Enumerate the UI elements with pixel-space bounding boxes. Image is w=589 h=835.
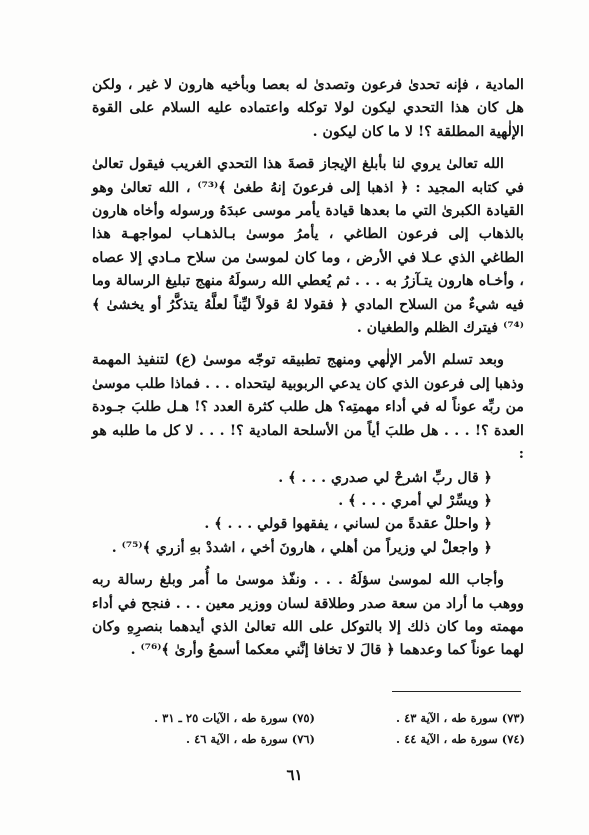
footnote-75: (٧٥) سورة طه ، الآيات ٢٥ ـ ٣١ . — [154, 711, 315, 725]
footnote-separator — [392, 691, 521, 692]
paragraph-gap — [92, 340, 524, 349]
paragraph-3: وبعد تسلم الأمر الإلٰهي ومنهج تطبيقه توجّه موسىٰ (ع) لتنفيذ المهمة وذهبا إلى فرعون الذي كان يدعي الربوبية ليتحداه . . . فماذا طلب موسىٰ من ربِّه عوناً له في أداء مهمتِه؟ هل طلب كثرة العدد ؟! هـل طلبَ جـودة العدة ؟! . . . هل طلبَ أياً من الأسلحة المادية ؟! . . . لا كل ما طلبه هو : — [92, 352, 524, 463]
verse-line-3: ﴿ واحللْ عقدةً من لساني ، يفقهوا قولي . . . ﴾ . — [204, 516, 492, 533]
main-text — [92, 74, 524, 663]
paragraph-1: المادية ، فإنه تحدىٰ فرعون وتصدىٰ له بعصا وبأخيه هارون لا غير ، ولكن هل كان هذا التحدي ليكون لولا توكله واعتماده عليه السلام على القوة الإلٰهية المطلقة ؟! لا ما كان ليكون . — [92, 77, 524, 140]
paragraph-gap — [92, 144, 524, 153]
footnotes — [140, 708, 525, 750]
paragraph-4: وأجاب الله لموسىٰ سؤلَهُ . . . ونفّذ موسىٰ ما أُمر وبلغ رسالة ربه ووهب ما أراد من سعة صدر وطلاقة لسان ووزير معين . . . فنجح في أداء مهمته وما كان ذلك إلا بالتوكل على الله تعالىٰ الذي أيدهما بنصرِهِ وكان لهما عوناً كما وعدهما ﴿ قالَ لا تخافا إنَّني معكما أسمعُ وأرىٰ ﴾⁽⁷⁶⁾ . — [92, 572, 524, 659]
footnote-73: (٧٣) سورة طه ، الآية ٤٣ . — [396, 711, 525, 725]
paragraph-gap — [92, 560, 524, 569]
paragraph-2: الله تعالىٰ يروي لنا بأبلغ الإيجاز قصةَ هذا التحدي الغريب فيقول تعالىٰ في كتابه المجيد : ﴿ اذهبا إلى فرعونَ إنهُ طغىٰ ﴾⁽⁷³⁾ ، الله تعالىٰ وهو القيادة الكبرىٰ التي ما بعدها قيادة يأمر موسى عبدَهُ ورسوله وأخاه هارون بالذهاب إلى فرعون الطاغي ، يأمرُ موسىٰ بـالذهـاب لمواجهـة هذا الطاغي الذي عـلا في الأرض ، وما كان لموسىٰ من سلاح مـادي إلا عصاه ، وأخـاه هارون يتـآزرُ به . . . ثم يُعطي الله رسولَهُ منهج تبليغ الرسالة وما فيه شيءٌ من السلاح المادي ﴿ فقولا لهُ قولاً ليِّناً لعلَّهُ يتذكَّرُ أو يخشىٰ ﴾⁽⁷⁴⁾ فيترك الظلم والطغيان . — [92, 156, 524, 337]
footnote-row — [140, 729, 525, 750]
verse-line-1: ﴿ قال ربِّ اشرحْ لي صدري . . . ﴾ . — [278, 469, 492, 486]
footnote-74: (٧٤) سورة طه ، الآية ٤٤ . — [396, 732, 525, 746]
footnote-row — [140, 708, 525, 729]
verse-line-2: ﴿ ويسِّرْ لي أمري . . . ﴾ . — [338, 492, 492, 509]
verse-line-4: ﴿ واجعلْ لي وزيراً من أهلي ، هارونَ أخي ، اشددْ بهِ أزري ﴾⁽⁷⁵⁾ . — [111, 539, 492, 556]
footnote-76: (٧٦) سورة طه ، الآية ٤٦ . — [186, 732, 315, 746]
page-number: ٦١ — [286, 766, 303, 784]
